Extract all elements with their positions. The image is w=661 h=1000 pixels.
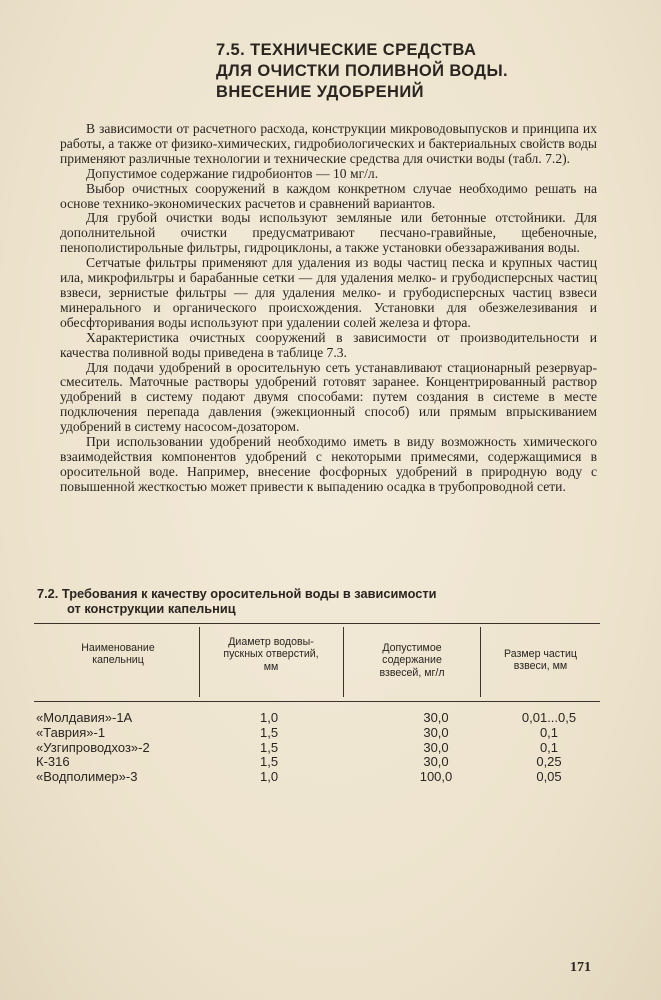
page-number: 171 [570,960,591,975]
header-line: Наименование [81,642,155,654]
header-line: Диаметр водовы- [228,636,314,648]
paragraph: При использовании удобрений необходимо иметь в виду возможность химического взаимодействия компонентов удобрений с некоторыми примесями, содержащимися в оросительной воде. Например, внесение фосфорных удобрений в природную воду с повышенной жесткостью может привести к выпадению осадка в трубопроводной сети. [60,434,597,494]
cell-particle-size: 0,1 [539,724,559,740]
header-line: взвеси, мм [513,660,568,673]
header-line: мм [263,660,279,673]
heading-line: ДЛЯ ОЧИСТКИ ПОЛИВНОЙ ВОДЫ. [216,62,509,80]
column-header-name [40,642,196,667]
table-row [36,726,596,741]
header-line: взвесей, мг/л [379,666,445,679]
header-line: пускных отверстий, [223,648,319,661]
table-title [37,586,597,616]
heading-line: 7.5. ТЕХНИЧЕСКИЕ СРЕДСТВА [216,41,477,59]
cell-suspended-solids: 100,0 [419,769,453,785]
column-divider [199,627,200,697]
cell-suspended-solids: 30,0 [423,724,449,740]
table-row [36,770,596,785]
cell-diameter: 1,5 [260,739,279,755]
paragraph: Допустимое содержание гидробионтов — 10 мг/л. [86,165,379,181]
table-body [36,711,596,785]
header-line: капельниц [92,654,144,667]
table-top-rule [34,623,600,624]
cell-particle-size: 0,01...0,5 [521,710,577,725]
header-line: содержание [382,654,442,667]
paragraph: Сетчатые фильтры применяют для удаления из воды частиц песка и крупных частиц ила, микрофильтры и барабанные сетки — для удаления мелко- и грубодисперсных частиц взвеси, зернистые фильтры — для удаления мелко- и грубодисперсных частиц взвеси минерального и органического происхождения. Установки для обезжелезивания и обесфторивания воды используют при удалении солей железа и фтора. [60,255,597,330]
cell-particle-size: 0,25 [536,754,562,770]
paragraph: Для подачи удобрений в оросительную сеть устанавливают стационарный резервуар-смеситель. Маточные растворы удобрений готовят заранее. Концентрированный раствор удобрений в систему подают двумя способами: путем создания в системе в месте подключения перепада давления (эжекционный способ) или прямым впрыскиванием удобрений в систему насосом-дозатором. [60,359,597,435]
cell-suspended-solids: 30,0 [423,710,449,725]
table-title-line: от конструкции капельниц [67,601,236,616]
cell-dripper-name: «Таврия»-1 [36,724,106,740]
table-row [36,741,596,756]
cell-dripper-name: К-316 [36,754,70,770]
column-divider [343,627,344,697]
column-header-particle-size [483,648,598,673]
cell-diameter: 1,5 [260,724,279,740]
table-row [36,711,596,726]
table-title-line: 7.2. Требования к качеству оросительной воды в зависимости [37,586,437,601]
cell-dripper-name: «Молдавия»-1А [36,710,133,725]
cell-dripper-name: «Узгипроводхоз»-2 [36,739,150,755]
cell-suspended-solids: 30,0 [423,739,449,755]
cell-particle-size: 0,1 [539,739,559,755]
cell-diameter: 1,0 [260,710,279,725]
column-divider [480,627,481,697]
paragraph: Для грубой очистки воды используют земляные или бетонные отстойники. Для дополнительной очистки предусматривают песчано-гравийные, щебеночные, пенополистирольные фильтры, гидроциклоны, а также установки обеззараживания воды. [60,210,597,256]
paragraph: Выбор очистных сооружений в каждом конкретном случае необходимо решать на основе технико-экономических расчетов и сравнений вариантов. [60,180,597,211]
section-heading [216,40,616,103]
heading-line: ВНЕСЕНИЕ УДОБРЕНИЙ [216,83,424,101]
cell-dripper-name: «Водполимер»-3 [36,769,138,785]
body-text [60,122,597,495]
paragraph: В зависимости от расчетного расхода, конструкции микроводовыпусков и принципа их работы, а также от физико-химических, гидробиологических и бактериальных свойств воды применяют различные технологии и технические средства для очистки воды (табл. 7.2). [60,121,597,166]
cell-diameter: 1,0 [260,769,279,785]
column-header-suspended-solids [346,642,478,679]
column-header-diameter [202,636,340,673]
table-header-rule [34,701,600,702]
paragraph: Характеристика очистных сооружений в зависимости от производительности и качества поливной воды приведена в таблице 7.3. [60,329,597,360]
table-row [36,755,596,770]
cell-diameter: 1,5 [260,754,279,770]
cell-particle-size: 0,05 [536,769,562,785]
header-line: Допустимое [382,642,442,654]
header-line: Размер частиц [504,648,577,660]
cell-suspended-solids: 30,0 [423,754,449,770]
